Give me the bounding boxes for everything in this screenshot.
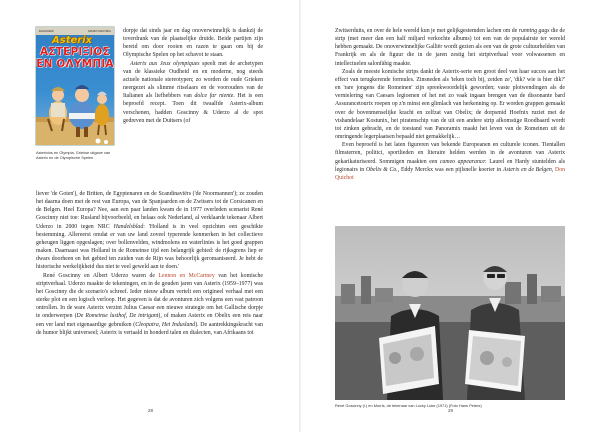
cover-caption: Asterixios en Olympia, Griekse uitgave van Asterix en de Olympische Spelen [36, 150, 111, 161]
goscinny-morris-photo [335, 226, 565, 400]
text-run: , [551, 166, 556, 173]
paragraph [335, 141, 565, 182]
right-page-text [335, 27, 565, 182]
italic-text: Asterix aux Jeux olympiques [130, 60, 200, 67]
photo-caption: René Goscinny (l.) en Morris, de tekenaar van Lucky Luke (1971) (Foto Hans Peters) [335, 403, 482, 408]
italic-text: Cleopatra [135, 321, 159, 328]
cover-series-label-right: ΜΑΜΟΥΘΚΟΜΙΞ [88, 28, 111, 33]
page-number-left: 28 [148, 408, 153, 413]
text-run: Zwitserduits, en over de hele wereld kun je met gelijkgestemden lachen om de [335, 28, 519, 34]
asterix-cover-image [36, 27, 114, 145]
text-run: , [125, 313, 130, 320]
text-run: . Het is een beproefd recept. Toen dit twaalfde Asterix-album verschenen, hadden Goscinny & Uderzo al de spot gedreven met de Duitsers (of [123, 93, 264, 124]
paragraph [123, 27, 263, 60]
link-text[interactable]: Lennon en McCartney [158, 272, 215, 279]
paragraph [123, 60, 263, 125]
italic-text: Asterix en de Belgen [502, 166, 552, 173]
paragraph [36, 190, 263, 272]
cover-title-line2: ΕΝ ΟΛΥΜΠΙΑ [36, 58, 114, 70]
paragraph [335, 27, 565, 68]
link-text[interactable]: Don Quichot [335, 166, 566, 181]
italic-text: cameo appearance [439, 158, 486, 165]
text-run: René Goscinny en Albert Uderzo waren de [43, 272, 159, 279]
italic-text: De Romeinse lusthof [76, 313, 126, 320]
italic-text: De intrigant [129, 313, 159, 320]
text-run: : 'Holland is in veel opzichten een geschikte bestemming. Allereerst omdat er van uw land zoveel typerende kenmerken in het collectieve geheugen liggen opgeslagen; over bollenvelden, windmolens en waterlinies is het goed grappen maken. Daarnaast was Holland in de Romeinse tijd een belangrijk gebied: de rijksgrens liep er dwars doorheen en het gebied ten zuiden van de Rijn was behoorlijk geromaniseerd. Je hebt de historische werkelijkheid dus niet te veel geweld aan te doen.' [36, 223, 263, 271]
paragraph [335, 68, 565, 141]
right-page [301, 0, 600, 432]
cover-illustration [36, 73, 114, 145]
cover-title-line1: ΑΣΤΕΡΙΞΙΟΣ [40, 46, 110, 58]
text-run: speelt met de archetypen van de klassieke Oudheid en en moderne, nog steeds actuele nationale stereotypen; zo worden de oude Grieken neergezet als slimme ritselaars en de voorouders van de Italianen als liefhebbers van [123, 60, 263, 100]
cover-series-bar [36, 27, 114, 35]
cover-series-label-left: ΕΚΔΟΣΕΙΣ [39, 28, 54, 33]
page-number-right: 29 [448, 408, 453, 413]
text-run: ). De aantrekkingskracht van de humor blijkt universeel; Asterix is vertaald in honderd talen en dialecten, van Afrikaans tot [36, 321, 263, 336]
photo-illustration [335, 226, 565, 400]
left-column-text [123, 27, 263, 125]
text-run: , [158, 321, 162, 328]
text-run: Even beproefd is het laten figureren van bekende Europeanen en culturele iconen. Tientallen filmsterren, politici, sportlieden en literaire helden werden in de avonturen van Asterix gekarikaturiseerd. Sommigen maakten een [335, 142, 565, 165]
left-full-width-text [36, 190, 263, 337]
left-page [0, 0, 299, 432]
italic-text: Het Indusland [161, 321, 196, 328]
text-run: Zoals de meeste komische strips dankt de Asterix-serie een groot deel van haar succes aan het effect van terugkerende formules. Zinsneden als 'teken toch bij, zeiden ze', 'dik? wie is hier dik?' en 'rare jongens die Romeinen' zijn spreekwoordelijk geworden; vaste plotwendingen als de vernielering van Caesars legioenen of het net zo vaak ingaan brengen van de dissonante bard Assurancetourix roepen op z'n minst een glimlach van herkenning op. Er worden grappen gemaakt over de bovenmenselijke kracht en zelfzat van Obelix; de dorpsmid Hoefnix ruziet met de vishandelaar Kostunix, het piratenschip van de uit een andere strip afkomstige Roodbaard wordt tot zinken gebracht, en de toestand van Panoramix maakt het leven van de Romeinen uit de omringende legerplaatsen bepaald niet gemakkelijk… [335, 68, 565, 141]
italic-text: running gags [518, 28, 550, 34]
paragraph [36, 272, 263, 337]
italic-text: Obelix & Co. [365, 166, 398, 173]
cover-logo: Asterix [52, 35, 93, 46]
italic-text: dolce far niente [194, 93, 234, 100]
text-run: dorpje dat sinds jaar en dag onoverwinnelijk is dankzij de toverdrank van de plaatselijke druïde. Beide partijen zijn bereid om door rooien en razen te gaan om bij de Olympische Spelen op het schavot te staan. [123, 28, 263, 59]
text-run: liever 'de Goten'), de Britten, de Egyptenaren en de Scandinaviërs ('de Noormannen'); ze zouden het daarna doen met de rest van Europa, van de Spanjaarden en de Zwitsers tot de Corsicanen en de Belgen. Heel Europa? Nee, aan een paar landen kwam de in 1977 overleden scenarist René Goscinny niet toe: Rusland bijvoorbeeld, en helaas ook Nederland, al verklaarde tekenaar Albert Uderzo in 2000 tegen NRC [36, 191, 263, 230]
text-run: die de strip (met meer dan een half miljard verkochte albums) tot een van de populairste ter wereld hebben gemaakt. De onoverwinnelijke Galliër wordt gezien als een van de grote cultuurhelden van Frankrijk en als de figuur die in de jaren zestig het striptverhaal voor volwassenen en intellectuelen salonfähig maakte. [335, 28, 566, 67]
italic-text: Handelsblad [113, 223, 144, 230]
text-run: , Eddy Merckx was een pijlsnelle koerier in [397, 166, 503, 173]
text-run: : Laurel en Hardy stuntelden als legionairs in [335, 158, 565, 173]
text-run: ), of maken Asterix en Obelix een reis naar een ver land met eigenaardige gebruiken ( [36, 313, 263, 328]
text-run: van het komische striptverhaal. Uderzo maakte de tekeningen, en in de gouden jaren van Asterix (1959–1977) was het Goscinny die de scenario's schreef. Ieder nieuw album vertelt een origineel verhaal met een sterke plot en een logisch verloop. Het gegeven is dat de avonturen zich volgens een vast patroon ontrollen. In de ware Asterix verzint Julius Caesar een nieuwe strategie om het Gallische dorpje te onderwerpen ( [36, 272, 264, 320]
